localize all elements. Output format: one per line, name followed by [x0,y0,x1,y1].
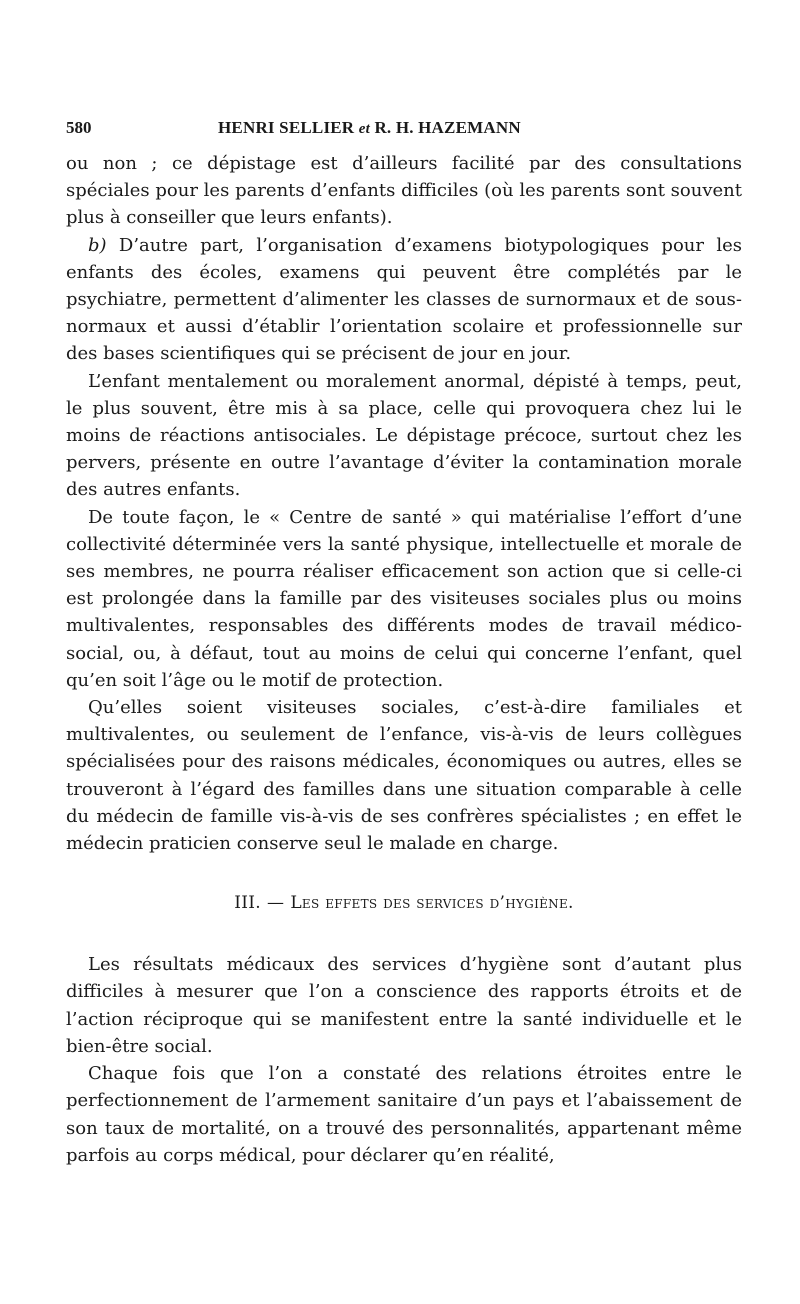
paragraph-2 [66,232,742,368]
author-hazemann: R. H. HAZEMANN [374,118,521,137]
section-title: Les effets des services d’hygiène. [290,893,574,914]
section-dash: — [267,893,285,914]
enumeration-label: b) [88,234,107,256]
body-text-before-section [66,150,742,857]
paragraph-4: De toute façon, le « Centre de santé » qui matérialise l’effort d’une collectivité déterminée vers la santé physique, intellectuelle et morale de ses membres, ne pourra réaliser efficacement son action que si celle-ci est prolongée dans la famille par des visiteuses sociales plus ou moins multivalentes, responsables des différents modes de travail médico-social, ou, à défaut, tout au moins de celui qui concerne l’enfant, quel qu’en soit l’âge ou le motif de protection. [66,506,742,691]
book-page [66,118,742,1169]
paragraph-3: L’enfant mentalement ou moralement anormal, dépisté à temps, peut, le plus souvent, être mis à sa place, celle qui provoquera chez lui le moins de réactions antisociales. Le dépistage précoce, surtout chez les pervers, présente en outre l’avantage d’éviter la contamination morale des autres enfants. [66,370,742,501]
section-number: III. [234,893,262,914]
page-number: 580 [66,118,92,137]
section-heading [66,893,742,913]
paragraph-7: Chaque fois que l’on a constaté des relations étroites entre le perfectionnement de l’armement sanitaire d’un pays et l’abaissement de son taux de mortalité, on a trouvé des personnalités, appartenant même parfois au corps médical, pour déclarer qu’en réalité, [66,1063,742,1166]
author-sellier: HENRI SELLIER [218,118,355,137]
paragraph-5: Qu’elles soient visiteuses sociales, c’est-à-dire familiales et multivalentes, ou seulement de l’enfance, vis-à-vis de leurs collègues spécialisées pour des raisons médicales, économiques ou autres, elles se trouveront à l’égard des familles dans une situation comparable à celle du médecin de famille vis-à-vis de ses confrères spécialistes ; en effet le médecin praticien conserve seul le malade en charge. [66,697,742,855]
running-head [66,118,742,144]
body-text-after-section [66,951,742,1169]
paragraph-1: ou non ; ce dépistage est d’ailleurs facilité par des consultations spéciales pour les parents d’enfants difficiles (où les parents sont souvent plus à conseiller que leurs enfants). [66,153,742,229]
paragraph-2-text: D’autre part, l’organisation d’examens biotypologiques pour les enfants des écoles, examens qui peuvent être complétés par le psychiatre, permettent d’alimenter les classes de surnormaux et de sous-normaux et aussi d’établir l’orientation scolaire et professionnelle sur des bases scientifiques qui se précisent de jour en jour. [66,234,742,365]
running-head-authors [218,118,521,138]
author-conjunction: et [358,121,370,137]
paragraph-6: Les résultats médicaux des services d’hygiène sont d’autant plus difficiles à mesurer que l’on a conscience des rapports étroits et de l’action réciproque qui se manifestent entre la santé individuelle et le bien-être social. [66,954,742,1057]
